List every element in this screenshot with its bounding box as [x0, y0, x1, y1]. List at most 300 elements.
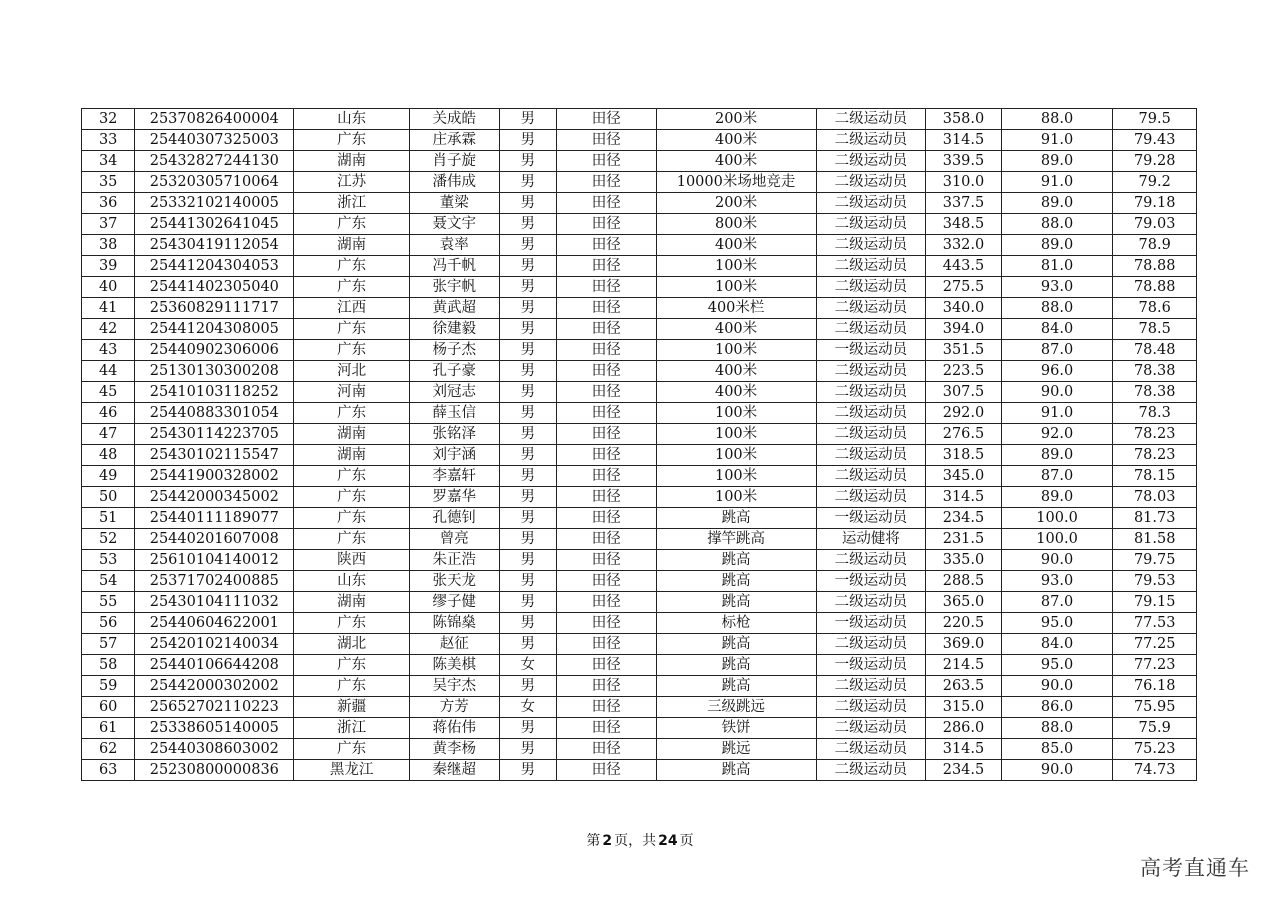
cell-name: 李嘉轩: [410, 466, 500, 487]
cell-name: 朱正浩: [410, 550, 500, 571]
cell-score-a: 234.5: [926, 508, 1001, 529]
cell-serial: 50: [82, 487, 135, 508]
cell-serial: 57: [82, 634, 135, 655]
table-row: [82, 718, 1197, 739]
cell-sport: 田径: [556, 277, 656, 298]
cell-score-b: 90.0: [1001, 550, 1113, 571]
cell-event: 400米: [656, 151, 816, 172]
cell-score-b: 84.0: [1001, 634, 1113, 655]
cell-serial: 39: [82, 256, 135, 277]
cell-province: 广东: [294, 256, 410, 277]
cell-score-b: 89.0: [1001, 445, 1113, 466]
cell-serial: 61: [82, 718, 135, 739]
page-footer: [0, 830, 1280, 850]
cell-serial: 51: [82, 508, 135, 529]
cell-total-score: 78.23: [1113, 445, 1197, 466]
cell-sport: 田径: [556, 718, 656, 739]
cell-total-score: 79.03: [1113, 214, 1197, 235]
cell-level: 运动健将: [816, 529, 926, 550]
cell-score-b: 90.0: [1001, 760, 1113, 781]
table-row: [82, 508, 1197, 529]
cell-score-a: 314.5: [926, 487, 1001, 508]
cell-name: 孔子豪: [410, 361, 500, 382]
cell-name: 聂文宇: [410, 214, 500, 235]
cell-exam-id: 25441302641045: [135, 214, 294, 235]
cell-gender: 男: [499, 361, 556, 382]
cell-gender: 男: [499, 277, 556, 298]
cell-gender: 男: [499, 487, 556, 508]
cell-score-a: 369.0: [926, 634, 1001, 655]
cell-score-a: 365.0: [926, 592, 1001, 613]
cell-serial: 44: [82, 361, 135, 382]
cell-sport: 田径: [556, 592, 656, 613]
cell-province: 广东: [294, 319, 410, 340]
cell-sport: 田径: [556, 697, 656, 718]
table-row: [82, 340, 1197, 361]
cell-name: 罗嘉华: [410, 487, 500, 508]
cell-sport: 田径: [556, 319, 656, 340]
table-row: [82, 319, 1197, 340]
cell-total-score: 79.2: [1113, 172, 1197, 193]
cell-gender: 男: [499, 613, 556, 634]
cell-score-a: 310.0: [926, 172, 1001, 193]
cell-level: 二级运动员: [816, 424, 926, 445]
cell-gender: 男: [499, 340, 556, 361]
cell-event: 撑竿跳高: [656, 529, 816, 550]
cell-serial: 36: [82, 193, 135, 214]
cell-province: 黑龙江: [294, 760, 410, 781]
cell-total-score: 79.18: [1113, 193, 1197, 214]
table-row: [82, 235, 1197, 256]
cell-exam-id: 25440106644208: [135, 655, 294, 676]
cell-gender: 男: [499, 172, 556, 193]
cell-exam-id: 25230800000836: [135, 760, 294, 781]
cell-total-score: 79.53: [1113, 571, 1197, 592]
table-row: [82, 193, 1197, 214]
cell-gender: 男: [499, 571, 556, 592]
cell-score-a: 337.5: [926, 193, 1001, 214]
cell-level: 二级运动员: [816, 382, 926, 403]
cell-level: 二级运动员: [816, 172, 926, 193]
table-row: [82, 634, 1197, 655]
cell-exam-id: 25432827244130: [135, 151, 294, 172]
table-row: [82, 172, 1197, 193]
cell-score-a: 335.0: [926, 550, 1001, 571]
cell-total-score: 79.43: [1113, 130, 1197, 151]
cell-score-b: 90.0: [1001, 382, 1113, 403]
cell-serial: 54: [82, 571, 135, 592]
cell-level: 二级运动员: [816, 298, 926, 319]
cell-exam-id: 25430114223705: [135, 424, 294, 445]
cell-score-a: 307.5: [926, 382, 1001, 403]
cell-name: 黄李杨: [410, 739, 500, 760]
cell-exam-id: 25338605140005: [135, 718, 294, 739]
cell-province: 广东: [294, 403, 410, 424]
cell-score-b: 87.0: [1001, 340, 1113, 361]
cell-sport: 田径: [556, 613, 656, 634]
cell-total-score: 75.23: [1113, 739, 1197, 760]
cell-province: 河北: [294, 361, 410, 382]
cell-sport: 田径: [556, 466, 656, 487]
cell-name: 陈锦燊: [410, 613, 500, 634]
cell-name: 潘伟成: [410, 172, 500, 193]
cell-score-a: 348.5: [926, 214, 1001, 235]
cell-event: 800米: [656, 214, 816, 235]
cell-score-a: 288.5: [926, 571, 1001, 592]
cell-sport: 田径: [556, 214, 656, 235]
cell-province: 湖南: [294, 235, 410, 256]
cell-serial: 32: [82, 109, 135, 130]
cell-total-score: 74.73: [1113, 760, 1197, 781]
cell-level: 二级运动员: [816, 676, 926, 697]
cell-sport: 田径: [556, 193, 656, 214]
cell-event: 200米: [656, 109, 816, 130]
cell-province: 山东: [294, 571, 410, 592]
cell-serial: 53: [82, 550, 135, 571]
cell-name: 杨子杰: [410, 340, 500, 361]
footer-prefix: 第: [586, 833, 601, 849]
cell-event: 跳高: [656, 550, 816, 571]
cell-province: 新疆: [294, 697, 410, 718]
cell-gender: 女: [499, 697, 556, 718]
cell-gender: 男: [499, 445, 556, 466]
cell-sport: 田径: [556, 529, 656, 550]
table-row: [82, 277, 1197, 298]
cell-score-b: 88.0: [1001, 109, 1113, 130]
cell-exam-id: 25441204308005: [135, 319, 294, 340]
cell-level: 一级运动员: [816, 508, 926, 529]
cell-event: 400米: [656, 130, 816, 151]
cell-gender: 男: [499, 193, 556, 214]
cell-exam-id: 25420102140034: [135, 634, 294, 655]
cell-event: 跳高: [656, 634, 816, 655]
cell-event: 标枪: [656, 613, 816, 634]
cell-gender: 男: [499, 151, 556, 172]
table-row: [82, 214, 1197, 235]
cell-name: 陈美棋: [410, 655, 500, 676]
cell-gender: 男: [499, 424, 556, 445]
cell-exam-id: 25440111189077: [135, 508, 294, 529]
cell-serial: 60: [82, 697, 135, 718]
cell-score-a: 318.5: [926, 445, 1001, 466]
cell-level: 二级运动员: [816, 445, 926, 466]
cell-exam-id: 25440307325003: [135, 130, 294, 151]
cell-score-b: 86.0: [1001, 697, 1113, 718]
cell-province: 广东: [294, 214, 410, 235]
cell-event: 跳远: [656, 739, 816, 760]
cell-score-b: 81.0: [1001, 256, 1113, 277]
cell-event: 100米: [656, 277, 816, 298]
cell-exam-id: 25652702110223: [135, 697, 294, 718]
cell-gender: 男: [499, 529, 556, 550]
cell-level: 二级运动员: [816, 151, 926, 172]
table-row: [82, 382, 1197, 403]
cell-event: 三级跳远: [656, 697, 816, 718]
cell-score-b: 95.0: [1001, 655, 1113, 676]
cell-sport: 田径: [556, 571, 656, 592]
cell-event: 400米: [656, 382, 816, 403]
table-row: [82, 760, 1197, 781]
cell-level: 二级运动员: [816, 193, 926, 214]
cell-score-a: 223.5: [926, 361, 1001, 382]
cell-total-score: 78.5: [1113, 319, 1197, 340]
cell-event: 跳高: [656, 508, 816, 529]
cell-province: 广东: [294, 655, 410, 676]
cell-name: 袁率: [410, 235, 500, 256]
cell-total-score: 77.23: [1113, 655, 1197, 676]
cell-name: 庄承霖: [410, 130, 500, 151]
cell-sport: 田径: [556, 634, 656, 655]
cell-event: 10000米场地竞走: [656, 172, 816, 193]
cell-province: 广东: [294, 487, 410, 508]
cell-gender: 男: [499, 403, 556, 424]
cell-level: 一级运动员: [816, 613, 926, 634]
cell-sport: 田径: [556, 655, 656, 676]
cell-province: 湖南: [294, 445, 410, 466]
cell-score-b: 91.0: [1001, 130, 1113, 151]
cell-score-b: 93.0: [1001, 571, 1113, 592]
cell-total-score: 78.03: [1113, 487, 1197, 508]
cell-level: 二级运动员: [816, 718, 926, 739]
cell-exam-id: 25320305710064: [135, 172, 294, 193]
cell-total-score: 79.5: [1113, 109, 1197, 130]
cell-name: 张宇帆: [410, 277, 500, 298]
cell-score-b: 92.0: [1001, 424, 1113, 445]
table-body: [82, 109, 1197, 781]
footer-suffix: 页: [679, 833, 694, 849]
cell-sport: 田径: [556, 739, 656, 760]
cell-sport: 田径: [556, 676, 656, 697]
cell-province: 河南: [294, 382, 410, 403]
table-row: [82, 445, 1197, 466]
table-row: [82, 298, 1197, 319]
footer-middle: 页，共: [614, 833, 657, 849]
cell-province: 江苏: [294, 172, 410, 193]
cell-level: 二级运动员: [816, 634, 926, 655]
cell-name: 孔德钊: [410, 508, 500, 529]
cell-level: 二级运动员: [816, 109, 926, 130]
cell-exam-id: 25442000345002: [135, 487, 294, 508]
cell-exam-id: 25430419112054: [135, 235, 294, 256]
cell-level: 二级运动员: [816, 256, 926, 277]
cell-province: 山东: [294, 109, 410, 130]
table-row: [82, 739, 1197, 760]
cell-serial: 35: [82, 172, 135, 193]
cell-sport: 田径: [556, 760, 656, 781]
cell-province: 广东: [294, 508, 410, 529]
cell-level: 二级运动员: [816, 319, 926, 340]
cell-exam-id: 25371702400885: [135, 571, 294, 592]
cell-name: 蒋佑伟: [410, 718, 500, 739]
cell-name: 关成皓: [410, 109, 500, 130]
cell-level: 二级运动员: [816, 739, 926, 760]
cell-sport: 田径: [556, 235, 656, 256]
cell-level: 二级运动员: [816, 550, 926, 571]
cell-province: 湖北: [294, 634, 410, 655]
cell-event: 100米: [656, 424, 816, 445]
cell-score-a: 231.5: [926, 529, 1001, 550]
cell-sport: 田径: [556, 151, 656, 172]
cell-score-a: 286.0: [926, 718, 1001, 739]
cell-score-a: 263.5: [926, 676, 1001, 697]
cell-name: 黄武超: [410, 298, 500, 319]
cell-event: 跳高: [656, 592, 816, 613]
cell-total-score: 78.3: [1113, 403, 1197, 424]
table-row: [82, 655, 1197, 676]
cell-score-a: 314.5: [926, 130, 1001, 151]
cell-score-b: 89.0: [1001, 235, 1113, 256]
cell-serial: 41: [82, 298, 135, 319]
cell-province: 陕西: [294, 550, 410, 571]
table-row: [82, 676, 1197, 697]
cell-name: 刘冠志: [410, 382, 500, 403]
cell-event: 400米: [656, 235, 816, 256]
table-row: [82, 403, 1197, 424]
cell-exam-id: 25430102115547: [135, 445, 294, 466]
cell-score-b: 89.0: [1001, 193, 1113, 214]
cell-serial: 63: [82, 760, 135, 781]
cell-score-a: 214.5: [926, 655, 1001, 676]
cell-level: 二级运动员: [816, 760, 926, 781]
cell-total-score: 77.53: [1113, 613, 1197, 634]
cell-sport: 田径: [556, 172, 656, 193]
cell-serial: 56: [82, 613, 135, 634]
cell-total-score: 81.73: [1113, 508, 1197, 529]
table-row: [82, 697, 1197, 718]
table-row: [82, 424, 1197, 445]
cell-event: 跳高: [656, 571, 816, 592]
cell-serial: 47: [82, 424, 135, 445]
cell-serial: 55: [82, 592, 135, 613]
table-row: [82, 487, 1197, 508]
cell-total-score: 78.9: [1113, 235, 1197, 256]
table-row: [82, 613, 1197, 634]
cell-event: 100米: [656, 403, 816, 424]
cell-total-score: 78.48: [1113, 340, 1197, 361]
cell-total-score: 78.38: [1113, 382, 1197, 403]
cell-name: 赵征: [410, 634, 500, 655]
cell-event: 100米: [656, 445, 816, 466]
cell-gender: 男: [499, 676, 556, 697]
cell-serial: 42: [82, 319, 135, 340]
table-row: [82, 151, 1197, 172]
cell-exam-id: 25430104111032: [135, 592, 294, 613]
cell-event: 铁饼: [656, 718, 816, 739]
cell-sport: 田径: [556, 340, 656, 361]
cell-sport: 田径: [556, 130, 656, 151]
cell-score-a: 351.5: [926, 340, 1001, 361]
cell-level: 一级运动员: [816, 655, 926, 676]
cell-name: 缪子健: [410, 592, 500, 613]
cell-total-score: 75.95: [1113, 697, 1197, 718]
cell-exam-id: 25440604622001: [135, 613, 294, 634]
cell-serial: 43: [82, 340, 135, 361]
cell-total-score: 77.25: [1113, 634, 1197, 655]
cell-exam-id: 25130130300208: [135, 361, 294, 382]
cell-province: 广东: [294, 130, 410, 151]
cell-gender: 男: [499, 382, 556, 403]
cell-event: 400米: [656, 361, 816, 382]
cell-exam-id: 25370826400004: [135, 109, 294, 130]
cell-serial: 45: [82, 382, 135, 403]
cell-name: 冯千帆: [410, 256, 500, 277]
cell-province: 广东: [294, 340, 410, 361]
cell-score-a: 443.5: [926, 256, 1001, 277]
cell-sport: 田径: [556, 403, 656, 424]
cell-gender: 男: [499, 739, 556, 760]
cell-name: 张天龙: [410, 571, 500, 592]
cell-exam-id: 25441900328002: [135, 466, 294, 487]
cell-province: 湖南: [294, 592, 410, 613]
cell-gender: 男: [499, 550, 556, 571]
cell-province: 江西: [294, 298, 410, 319]
cell-name: 方芳: [410, 697, 500, 718]
cell-total-score: 78.23: [1113, 424, 1197, 445]
cell-gender: 男: [499, 634, 556, 655]
cell-score-b: 84.0: [1001, 319, 1113, 340]
table-row: [82, 550, 1197, 571]
table-row: [82, 256, 1197, 277]
cell-gender: 女: [499, 655, 556, 676]
cell-total-score: 79.15: [1113, 592, 1197, 613]
cell-event: 400米: [656, 319, 816, 340]
cell-sport: 田径: [556, 550, 656, 571]
cell-exam-id: 25610104140012: [135, 550, 294, 571]
cell-sport: 田径: [556, 298, 656, 319]
table-row: [82, 592, 1197, 613]
cell-score-a: 340.0: [926, 298, 1001, 319]
table-row: [82, 130, 1197, 151]
cell-event: 200米: [656, 193, 816, 214]
total-page-number: 24: [658, 833, 678, 849]
cell-total-score: 78.15: [1113, 466, 1197, 487]
cell-score-b: 93.0: [1001, 277, 1113, 298]
cell-total-score: 78.38: [1113, 361, 1197, 382]
cell-serial: 49: [82, 466, 135, 487]
cell-name: 徐建毅: [410, 319, 500, 340]
cell-gender: 男: [499, 592, 556, 613]
cell-score-b: 100.0: [1001, 508, 1113, 529]
cell-score-b: 87.0: [1001, 466, 1113, 487]
cell-total-score: 78.88: [1113, 256, 1197, 277]
cell-gender: 男: [499, 718, 556, 739]
cell-score-b: 96.0: [1001, 361, 1113, 382]
cell-score-b: 85.0: [1001, 739, 1113, 760]
cell-level: 二级运动员: [816, 277, 926, 298]
cell-score-b: 87.0: [1001, 592, 1113, 613]
cell-gender: 男: [499, 319, 556, 340]
cell-province: 广东: [294, 676, 410, 697]
cell-event: 100米: [656, 487, 816, 508]
cell-score-a: 234.5: [926, 760, 1001, 781]
cell-score-b: 88.0: [1001, 214, 1113, 235]
cell-exam-id: 25440883301054: [135, 403, 294, 424]
cell-exam-id: 25440902306006: [135, 340, 294, 361]
cell-total-score: 78.88: [1113, 277, 1197, 298]
cell-score-b: 89.0: [1001, 151, 1113, 172]
cell-name: 刘宇涵: [410, 445, 500, 466]
cell-serial: 48: [82, 445, 135, 466]
cell-serial: 62: [82, 739, 135, 760]
cell-name: 张铭泽: [410, 424, 500, 445]
table-row: [82, 109, 1197, 130]
table-row: [82, 466, 1197, 487]
cell-province: 浙江: [294, 193, 410, 214]
cell-name: 薛玉信: [410, 403, 500, 424]
cell-serial: 59: [82, 676, 135, 697]
watermark: 高考直通车: [1140, 856, 1250, 880]
cell-province: 广东: [294, 466, 410, 487]
